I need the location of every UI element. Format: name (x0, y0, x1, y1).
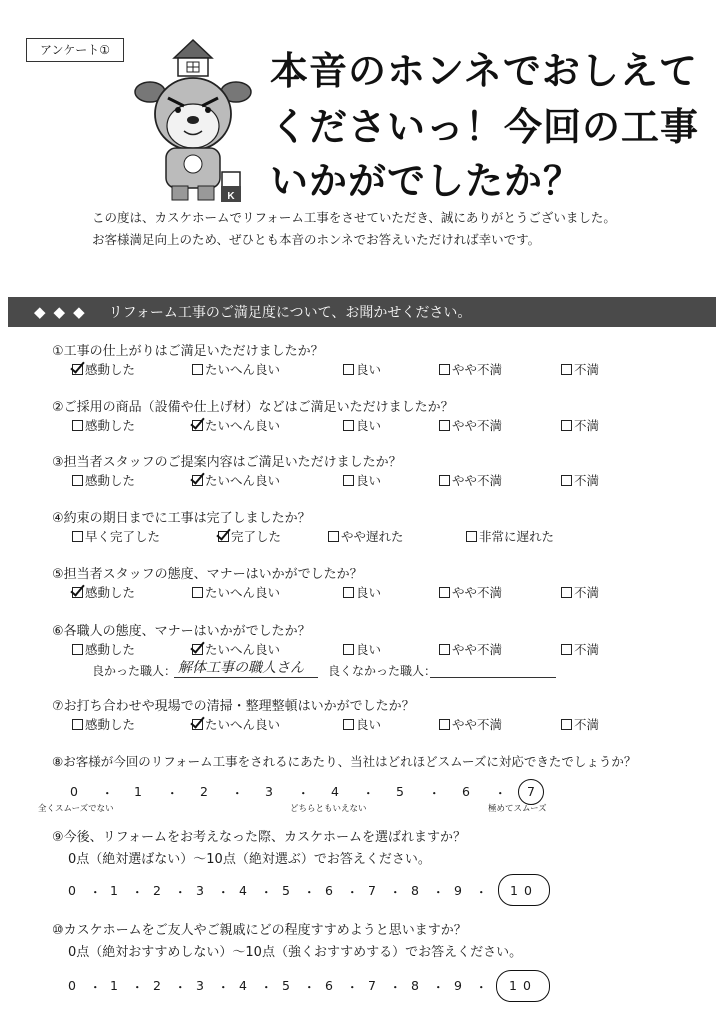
q9-value-8[interactable]: 8 (411, 883, 419, 898)
q10-value-7[interactable]: 7 (368, 978, 376, 993)
q6-option-5[interactable]: 不満 (561, 640, 599, 658)
q4-option-4[interactable]: 非常に遅れた (466, 527, 554, 545)
q9-value-0[interactable]: 0 (68, 883, 76, 898)
q8-separator: ・ (494, 786, 507, 801)
q9-value-3[interactable]: 3 (196, 883, 204, 898)
checkbox (561, 644, 572, 655)
q4-option-1[interactable]: 早く完了した (72, 527, 160, 545)
question-8: ⑧お客様が今回のリフォーム工事をされるにあたり、当社はどれほどスムーズに対応できたでしょうか？ (52, 754, 637, 769)
checkbox (328, 531, 339, 542)
q7-option-3[interactable]: 良い (343, 715, 381, 733)
question-4: ④約束の期日までに工事は完了しましたか？ (52, 511, 311, 526)
q10-separator: ・ (346, 980, 359, 995)
q9-separator: ・ (174, 885, 187, 900)
question-10: ⑩カスケホームをご友人やご親戚にどの程度すすめようと思いますか？ (52, 923, 467, 938)
checkbox (192, 475, 203, 486)
checkbox (192, 364, 203, 375)
q6-option-3[interactable]: 良い (343, 640, 381, 658)
q9-value-9[interactable]: 9 (454, 883, 462, 898)
q3-option-2[interactable]: たいへん良い (192, 471, 280, 489)
q8-separator: ・ (428, 786, 441, 801)
q8-value-4[interactable]: 4 (331, 784, 339, 799)
checkbox (439, 420, 450, 431)
checkbox (439, 644, 450, 655)
q5-option-2[interactable]: たいへん良い (192, 583, 280, 601)
question-5: ⑤担当者スタッフの態度、マナーはいかがでしたか？ (52, 567, 363, 582)
q10-separator: ・ (260, 980, 273, 995)
q10-separator: ・ (432, 980, 445, 995)
q10-value-9[interactable]: 9 (454, 978, 462, 993)
q10-value-6[interactable]: 6 (325, 978, 333, 993)
section-banner (8, 297, 716, 327)
good-craftsman-value[interactable]: 解体工事の職人さん (178, 660, 304, 676)
q7-option-5[interactable]: 不満 (561, 715, 599, 733)
q1-option-4[interactable]: やや不満 (439, 360, 502, 378)
title-line-2: くださいっ！今回の工事 (270, 105, 700, 149)
q9-value-5[interactable]: 5 (282, 883, 290, 898)
q9-separator: ・ (389, 885, 402, 900)
q9-value-1[interactable]: 1 (110, 883, 118, 898)
mascot-k-letter: K (227, 191, 235, 202)
q8-value-5[interactable]: 5 (396, 784, 404, 799)
q9-value-4[interactable]: 4 (239, 883, 247, 898)
checkbox (561, 719, 572, 730)
checkbox (343, 719, 354, 730)
q2-option-2[interactable]: たいへん良い (192, 416, 280, 434)
q10-value-10[interactable]: 10 (509, 978, 537, 993)
q1-option-2[interactable]: たいへん良い (192, 360, 280, 378)
q5-option-4[interactable]: やや不満 (439, 583, 502, 601)
q9-separator: ・ (346, 885, 359, 900)
checkbox (192, 420, 203, 431)
q3-option-1[interactable]: 感動した (72, 471, 135, 489)
q9-value-2[interactable]: 2 (153, 883, 161, 898)
q9-separator: ・ (432, 885, 445, 900)
checkbox (561, 420, 572, 431)
q10-value-0[interactable]: 0 (68, 978, 76, 993)
checkbox (439, 475, 450, 486)
q8-label-high: 極めてスムーズ (488, 804, 547, 814)
title-line-3: いかがでしたか？ (270, 159, 583, 203)
q9-separator: ・ (89, 885, 102, 900)
intro-line-1: この度は、カスケホームでリフォーム工事をさせていただき、誠にありがとうございました。 (92, 210, 616, 225)
q8-value-7[interactable]: 7 (527, 784, 535, 799)
checkbox (72, 364, 83, 375)
q8-separator: ・ (101, 786, 114, 801)
checkbox (439, 719, 450, 730)
q10-separator: ・ (303, 980, 316, 995)
checkbox (192, 719, 203, 730)
q1-option-3[interactable]: 良い (343, 360, 381, 378)
checkbox (439, 587, 450, 598)
question-7: ⑦お打ち合わせや現場での清掃・整理整頓はいかがでしたか？ (52, 699, 415, 714)
q2-option-5[interactable]: 不満 (561, 416, 599, 434)
checkbox (343, 420, 354, 431)
q10-value-8[interactable]: 8 (411, 978, 419, 993)
question-6: ⑥各職人の態度、マナーはいかがでしたか？ (52, 624, 311, 639)
q10-value-2[interactable]: 2 (153, 978, 161, 993)
q6-option-1[interactable]: 感動した (72, 640, 135, 658)
question-3: ③担当者スタッフのご提案内容はご満足いただけましたか？ (52, 455, 402, 470)
good-craftsman-label: 良かった職人： (92, 664, 177, 678)
q10-separator: ・ (389, 980, 402, 995)
q8-separator: ・ (231, 786, 244, 801)
checkbox (218, 531, 229, 542)
q1-option-5[interactable]: 不満 (561, 360, 599, 378)
q8-separator: ・ (362, 786, 375, 801)
q4-option-2[interactable]: 完了した (218, 527, 281, 545)
survey-tag: アンケート① (26, 38, 124, 62)
checkbox (343, 644, 354, 655)
q10-separator: ・ (174, 980, 187, 995)
checkbox (343, 364, 354, 375)
intro-line-2: お客様満足向上のため、ぜひとも本音のホンネでお答えいただければ幸いです。 (92, 232, 541, 247)
q10-separator: ・ (89, 980, 102, 995)
checkbox (72, 587, 83, 598)
q9-value-10[interactable]: 10 (510, 883, 538, 898)
q7-option-2[interactable]: たいへん良い (192, 715, 280, 733)
q8-value-1[interactable]: 1 (134, 784, 142, 799)
checkbox (561, 364, 572, 375)
q8-separator: ・ (166, 786, 179, 801)
q8-value-0[interactable]: 0 (70, 784, 78, 799)
q9-value-7[interactable]: 7 (368, 883, 376, 898)
checkbox (72, 475, 83, 486)
q9-value-6[interactable]: 6 (325, 883, 333, 898)
checkbox (561, 587, 572, 598)
q7-option-1[interactable]: 感動した (72, 715, 135, 733)
q5-option-3[interactable]: 良い (343, 583, 381, 601)
checkbox (343, 587, 354, 598)
q3-option-5[interactable]: 不満 (561, 471, 599, 489)
bad-craftsman-label: 良くなかった職人： (328, 664, 437, 678)
q8-value-2[interactable]: 2 (200, 784, 208, 799)
checkbox (72, 644, 83, 655)
checkbox (343, 475, 354, 486)
question-10-sub: 0点（絶対おすすめしない）～10点（強くおすすめする）でお答えください。 (68, 945, 523, 960)
checkbox (439, 364, 450, 375)
q2-option-3[interactable]: 良い (343, 416, 381, 434)
checkbox (192, 587, 203, 598)
q9-separator: ・ (303, 885, 316, 900)
q8-value-6[interactable]: 6 (462, 784, 470, 799)
q9-separator: ・ (131, 885, 144, 900)
question-9: ⑨今後、リフォームをお考えなった際、カスケホームを選ばれますか？ (52, 830, 467, 845)
q2-option-1[interactable]: 感動した (72, 416, 135, 434)
question-1: ①工事の仕上がりはご満足いただけましたか？ (52, 344, 324, 359)
checkbox (561, 475, 572, 486)
q6-option-2[interactable]: たいへん良い (192, 640, 280, 658)
q3-option-3[interactable]: 良い (343, 471, 381, 489)
q8-separator: ・ (297, 786, 310, 801)
q9-separator: ・ (260, 885, 273, 900)
question-9-sub: 0点（絶対選ばない）～10点（絶対選ぶ）でお答えください。 (68, 852, 431, 867)
q8-label-mid: どちらともいえない (290, 804, 367, 814)
q10-value-1[interactable]: 1 (110, 978, 118, 993)
q8-label-low: 全くスムーズでない (38, 804, 114, 814)
q10-separator: ・ (131, 980, 144, 995)
q9-separator: ・ (475, 885, 488, 900)
q9-separator: ・ (217, 885, 230, 900)
checkbox (466, 531, 477, 542)
checkbox (72, 531, 83, 542)
banner-text: リフォーム工事のご満足度について、お聞かせください。 (108, 305, 472, 321)
title-line-1: 本音のホンネでおしえて (270, 49, 698, 93)
q4-option-3[interactable]: やや遅れた (328, 527, 404, 545)
q5-option-1[interactable]: 感動した (72, 583, 135, 601)
banner-diamonds: ◆◆◆ (34, 303, 93, 321)
q3-option-4[interactable]: やや不満 (439, 471, 502, 489)
checkbox (72, 420, 83, 431)
bad-craftsman-line (430, 677, 556, 678)
q5-option-5[interactable]: 不満 (561, 583, 599, 601)
q10-value-3[interactable]: 3 (196, 978, 204, 993)
q6-option-4[interactable]: やや不満 (439, 640, 502, 658)
checkbox (192, 644, 203, 655)
checkbox (72, 719, 83, 730)
good-craftsman-line (174, 677, 318, 678)
mascot-illustration (132, 36, 254, 206)
q1-option-1[interactable]: 感動した (72, 360, 135, 378)
q10-value-4[interactable]: 4 (239, 978, 247, 993)
question-2: ②ご採用の商品（設備や仕上げ材）などはご満足いただけましたか？ (52, 400, 454, 415)
q8-value-3[interactable]: 3 (265, 784, 273, 799)
q10-separator: ・ (217, 980, 230, 995)
q7-option-4[interactable]: やや不満 (439, 715, 502, 733)
q10-separator: ・ (475, 980, 488, 995)
q2-option-4[interactable]: やや不満 (439, 416, 502, 434)
q10-value-5[interactable]: 5 (282, 978, 290, 993)
